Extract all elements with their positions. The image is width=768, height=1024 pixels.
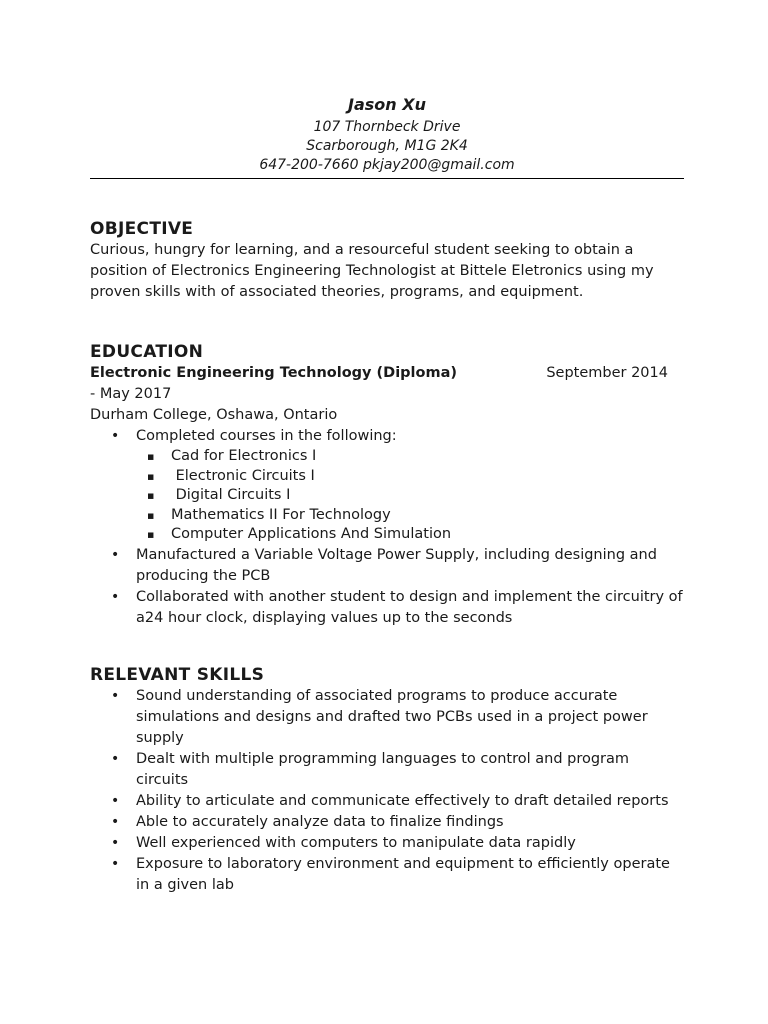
- list-item: [111, 833, 684, 854]
- objective-heading: OBJECTIVE: [90, 219, 194, 239]
- skills-heading: RELEVANT SKILLS: [90, 664, 265, 685]
- dates-start: September 2014: [546, 365, 668, 381]
- header-divider: [90, 178, 684, 179]
- course-text: Digital Circuits I: [171, 487, 291, 503]
- list-item-text: Completed courses in the following:: [136, 428, 397, 444]
- course-item: [147, 467, 684, 487]
- list-item: [111, 854, 684, 896]
- list-item-text: Well experienced with computers to manipulate data rapidly: [136, 834, 576, 851]
- school-name: Durham College, Oshawa, Ontario: [90, 407, 338, 423]
- list-item-text: Sound understanding of associated programs to produce accurate simulations and designs and drafted two PCBs used in a project power supply: [136, 687, 648, 746]
- skills-bullet-list: [90, 686, 684, 896]
- bullet-icon: •: [111, 813, 120, 830]
- degree-title: Electronic Engineering Technology (Diploma): [90, 365, 458, 381]
- education-heading: EDUCATION: [90, 342, 204, 362]
- list-item-text: Exposure to laboratory environment and equipment to efficiently operate in a given lab: [136, 855, 670, 893]
- bullet-icon: •: [111, 834, 120, 851]
- dates-end: - May 2017: [90, 386, 172, 402]
- list-item: [111, 587, 684, 629]
- list-item: [111, 426, 684, 545]
- list-item: [111, 545, 684, 587]
- contact-line: 647-200-7660 pkjay200@gmail.com: [259, 157, 515, 173]
- course-text: Electronic Circuits I: [171, 467, 315, 484]
- bullet-icon: •: [111, 792, 120, 809]
- list-item-text: Dealt with multiple programming languages to control and program circuits: [136, 750, 630, 788]
- list-item-text: Collaborated with another student to design and implement the circuitry of a24 hour clock, displaying values up to the seconds: [136, 588, 683, 626]
- square-bullet-icon: ▪: [147, 469, 155, 483]
- candidate-name: Jason Xu: [348, 95, 426, 114]
- address-line-1: 107 Thornbeck Drive: [313, 119, 461, 135]
- address-line-2: Scarborough, M1G 2K4: [306, 138, 468, 154]
- list-item: [111, 749, 684, 791]
- course-item: [147, 447, 684, 467]
- course-text: Mathematics II For Technology: [171, 506, 391, 523]
- resume-header: [90, 92, 684, 175]
- bullet-icon: •: [111, 588, 120, 605]
- square-bullet-icon: ▪: [147, 450, 155, 463]
- bullet-icon: •: [111, 687, 120, 704]
- course-text: Computer Applications And Simulation: [171, 526, 452, 542]
- objective-text: Curious, hungry for learning, and a resourceful student seeking to obtain a position of Electronics Engineering Technologist at Bittele Eletronics using my proven skills with of associated theories, programs, and equipment.: [90, 242, 654, 300]
- list-item: [111, 812, 684, 833]
- list-item-text: Manufactured a Variable Voltage Power Supply, including designing and producing the PCB: [136, 546, 657, 584]
- course-item: [147, 525, 684, 545]
- bullet-icon: •: [111, 750, 120, 767]
- list-item-text: Ability to articulate and communicate effectively to draft detailed reports: [136, 792, 669, 809]
- square-bullet-icon: ▪: [147, 508, 155, 522]
- education-bullet-list: [90, 426, 684, 629]
- course-item: [147, 506, 684, 526]
- bullet-icon: •: [111, 546, 120, 563]
- square-bullet-icon: ▪: [147, 489, 155, 502]
- list-item: [111, 791, 684, 812]
- bullet-icon: •: [111, 428, 120, 444]
- list-item: [111, 686, 684, 749]
- list-item-text: Able to accurately analyze data to finalize findings: [136, 813, 504, 830]
- course-text: Cad for Electronics I: [171, 448, 317, 464]
- resume-page: [90, 90, 684, 896]
- bullet-icon: •: [111, 855, 120, 872]
- course-item: [147, 486, 684, 506]
- education-degree-row: [90, 363, 684, 384]
- course-sub-list: [136, 447, 684, 545]
- square-bullet-icon: ▪: [147, 528, 155, 541]
